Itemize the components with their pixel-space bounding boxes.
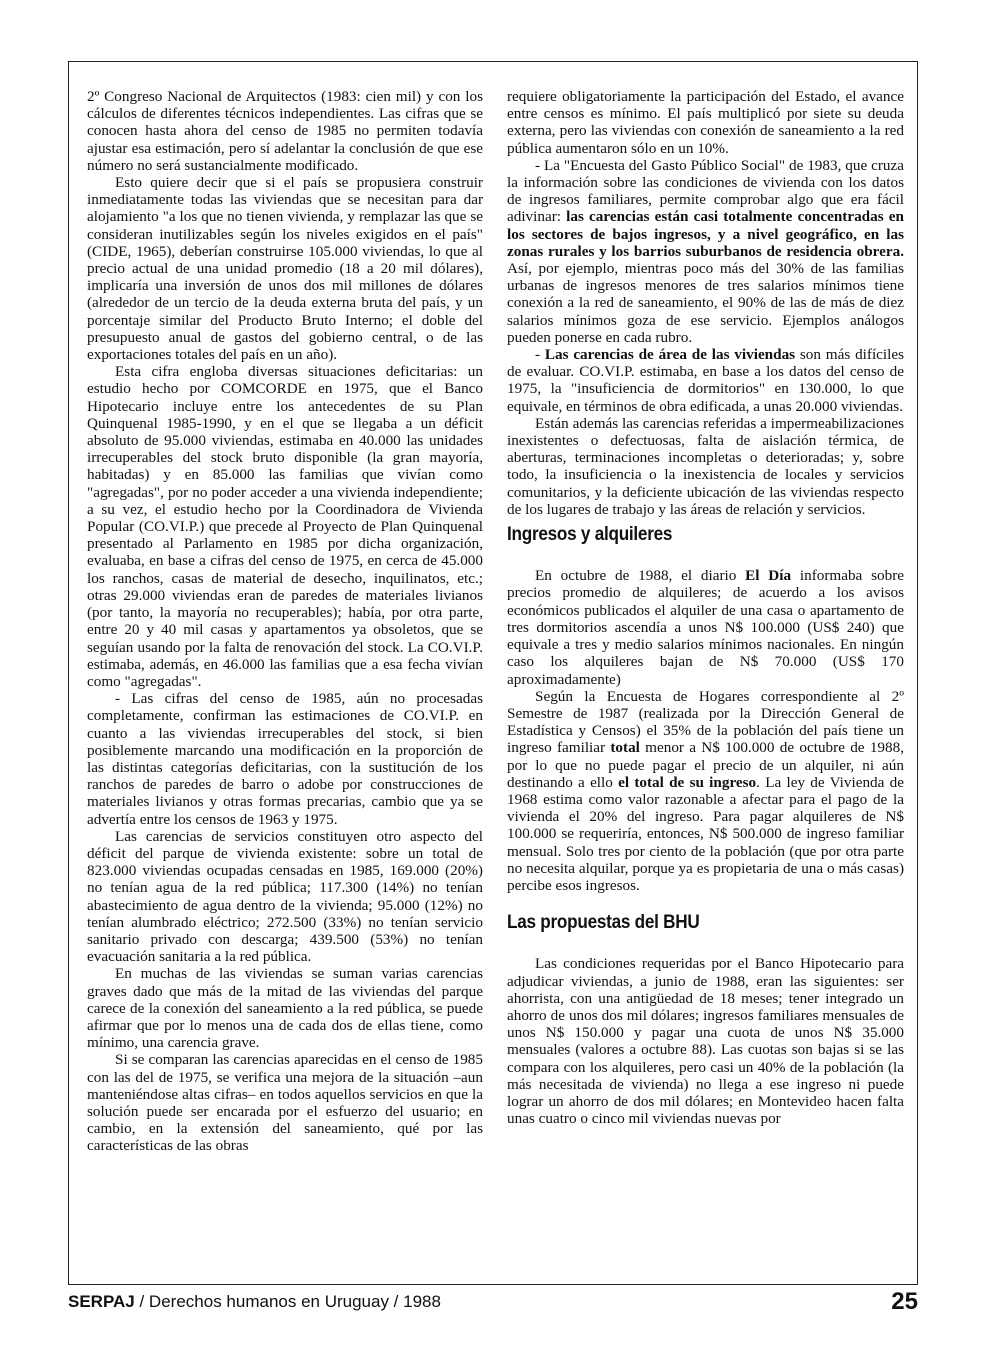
- paragraph-text: En octubre de 1988, el diario: [535, 567, 746, 585]
- paragraph: [507, 346, 904, 415]
- paragraph-text: son más difíciles de evaluar. CO.VI.P. estimaba, en base a los datos del censo de 1975, la "insuficiencia de dormitorios" en 130.000, lo que equivale, en términos de obra edificada, a unas 20.000 viviendas.: [507, 346, 904, 415]
- paragraph: 2º Congreso Nacional de Arquitectos (1983: cien mil) y con los cálculos de diferentes técnicos independientes. Las cifras que se conocen hasta ahora del censo de 1985 no permiten todavía ajustar esa estimación, pero sí adelantar la conclusión de que ese número no será sustancialmente modificado.: [87, 88, 483, 174]
- page-number: 25: [891, 1288, 918, 1315]
- right-column: [507, 88, 904, 1127]
- paragraph-text: Según la Encuesta de Hogares correspondiente al 2º Semestre de 1987 (realizada por la Dirección General de Estadística y Censos) el 35% de la población del país tiene un ingreso familiar: [507, 687, 904, 757]
- emphasis-text: Las carencias de área de las viviendas: [544, 346, 796, 364]
- publisher-brand: SERPAJ: [68, 1292, 135, 1311]
- paragraph: [507, 567, 904, 687]
- paragraph-text: menor a N$ 100.000 de octubre de 1988, por lo que no puede pagar el precio de un alquiler, ni aún destinando a ello: [507, 739, 905, 791]
- newspaper-name: El Día: [745, 567, 792, 585]
- paragraph: Si se comparan las carencias aparecidas en el censo de 1985 con las del de 1975, se verifica una mejora de la situación –aun manteniéndose altas cifras– en todos aquellos servicios en que la solución puede ser encarada por el esfuerzo del usuario; en cambio, en la extensión del saneamiento, qué por las características de las obras: [87, 1051, 483, 1155]
- paragraph: [507, 688, 904, 894]
- paragraph: requiere obligatoriamente la participación del Estado, el avance entre censos es mínimo. El país multiplicó por siete su deuda externa, pero las viviendas con conexión de saneamiento a la red pública aumentaron sólo en un 10%.: [507, 88, 904, 157]
- left-column: [87, 88, 483, 1155]
- paragraph-text: Así, por ejemplo, mientras poco más del 30% de las familias urbanas de ingresos menores de tres salarios mínimos tiene conexión a la red de saneamiento, el 90% de las de más de diez salarios mínimos goza de ese servicio. Ejemplos análogos pueden ponerse en cada rubro.: [507, 260, 904, 346]
- paragraph: En muchas de las viviendas se suman varias carencias graves dado que más de la mitad de las viviendas del parque carece de la conexión del saneamiento a la red pública, se puede afirmar que por lo menos una de cada dos de ellas tiene, como mínimo, una carencia grave.: [87, 965, 483, 1052]
- paragraph: [507, 157, 904, 346]
- paragraph-text: - La "Encuesta del Gasto Público Social" de 1983, que cruza la información sobre las condiciones de vivienda con los datos de ingresos familiares, permite comprobar algo que era fácil adivinar:: [507, 156, 904, 226]
- section-heading-ingresos: Ingresos y alquileres: [507, 523, 673, 546]
- paragraph-text: . La ley de Vivienda de 1968 estima como valor razonable a afectar para el pago de la vivienda el 20% del ingreso. Para pagar alquileres de N$ 100.000 se requeriría, entonces, N$ 500.000 de ingreso familiar mensual. Solo tres por ciento de la población (que por otra parte no necesita alquilar, porque ya es propietaria de una o más casas) percibe esos ingresos.: [507, 773, 904, 894]
- publication-subtitle: / Derechos humanos en Uruguay / 1988: [134, 1292, 441, 1311]
- paragraph: Esto quiere decir que si el país se propusiera construir inmediatamente todas las viviendas que se necesitan para dar alojamiento "a los que no tienen vivienda, y remplazar las que se consideran inutilizables según los niveles exigidos en el país" (CIDE, 1965), deberían construirse 105.000 viviendas, lo que al precio actual de una unidad promedio (18 a 20 mil dólares), implicaría una inversión de unos dos mil millones de dólares (alrededor de un tercio de la deuda externa bruta del país, y un porcentaje similar del Producto Bruto Interno; el doble del presupuesto anual de gastos del gobierno central, o de las exportaciones totales del país en un año).: [87, 174, 483, 364]
- paragraph: Las carencias de servicios constituyen otro aspecto del déficit del parque de vivienda existente: sobre un total de 823.000 viviendas ocupadas censadas en 1985, 169.000 (20%) no tenían agua de la red pública; 117.300 (14%) no tenían abastecimiento de agua dentro de la vivienda; 95.000 (12%) no tenían alumbrado eléctrico; 272.500 (33%) no tenían servicio sanitario privado con descarga; 439.500 (53%) no tenían evacuación sanitaria a la red pública.: [87, 827, 483, 966]
- emphasis-text: las carencias están casi totalmente concentradas en los sectores de bajos ingresos, y a nivel geográfico, en las zonas rurales y los barrios suburbanos de residencia obrera.: [507, 208, 904, 260]
- paragraph: - Las cifras del censo de 1985, aún no procesadas completamente, confirman las estimaciones de CO.VI.P. en cuanto a las viviendas irrecuperables del stock, si bien posiblemente marcando una modificación en la proporción de las distintas categorías deficitarias, con la sustitución de los ranchos de paredes de barro o adobe por construcciones de materiales livianos y otras formas precarias, cambio que ya se advertía entre los censos de 1963 y 1975.: [87, 690, 483, 828]
- paragraph: Esta cifra engloba diversas situaciones deficitarias: un estudio hecho por COMCORDE en 1975, que el Banco Hipotecario incluye entre los antecedentes de su Plan Quinquenal 1985-1990, y en el que se llegaba a un déficit absoluto de 95.000 viviendas, estimaba en 40.000 las unidades irrecuperables del stock bruto disponible (la gran mayoría, habitadas) y en 85.000 las familias que vivían como "agregadas", por no poder acceder a una vivienda independiente; a su vez, el estudio hecho por la Coordinadora de Vivienda Popular (CO.VI.P.) que precede al Proyecto de Plan Quinquenal presentado al Parlamento en 1985 por dicha organización, evaluaba, en base a cifras del censo de 1975, en cerca de 45.000 los ranchos, casas de material de desecho, inquilinatos, etc.; otras 29.000 viviendas eran de paredes de materiales livianos (por tanto, la mayoría no recuperables); había, por otra parte, entre 20 y 40 mil casas y apartamentos ya obsoletos, que se seguían usando por la falta de renovación del stock. La CO.VI.P. estimaba, además, en 46.000 las familias que a esa fecha vivían como "agregadas".: [87, 363, 483, 690]
- publication-title: [68, 1292, 441, 1312]
- emphasis-text: el total de su ingreso: [618, 773, 757, 791]
- emphasis-text: total: [610, 739, 640, 757]
- paragraph: Están además las carencias referidas a impermeabilizaciones inexistentes o defectuosas, falta de aislación térmica, de aberturas, terminaciones incompletas o deterioradas; y, sobre todo, la insuficiencia o la inexistencia de locales y servicios comunitarios, y la deficiente ubicación de las viviendas respecto de los lugares de trabajo y las áreas de relación y servicios.: [507, 414, 904, 518]
- section-heading-propuestas: Las propuestas del BHU: [507, 911, 700, 934]
- page-footer: [68, 1288, 918, 1318]
- paragraph: Las condiciones requeridas por el Banco Hipotecario para adjudicar viviendas, a junio de 1988, eran las siguientes: ser ahorrista, con una antigüedad de 18 meses; tener integrado un ahorro de unos dos mil dólares; ingresos familiares mensuales de unos N$ 150.000 y pagar una cuota de unos N$ 35.000 mensuales (valores a octubre 88). Las cuotas son bajas si se las compara con los alquileres, pero casi un 40% de la población (la más necesitada de vivienda) no llega a ese ingreso ni puede lograr un ahorro de dos mil dólares; en Montevideo hacen falta unas cuatro o cinco mil viviendas nuevas por: [507, 955, 904, 1128]
- paragraph-text: -: [535, 346, 545, 364]
- paragraph-text: informaba sobre precios promedio de alquileres; de acuerdo a los avisos económicos publicados el alquiler de una casa o apartamento de tres dormitorios ascendía a unos N$ 100.000 (US$ 240) que equivale a tres y medio salarios mínimos nacionales. En ningún caso los alquileres bajan de N$ 70.000 (US$ 170 aproximadamente): [507, 567, 904, 688]
